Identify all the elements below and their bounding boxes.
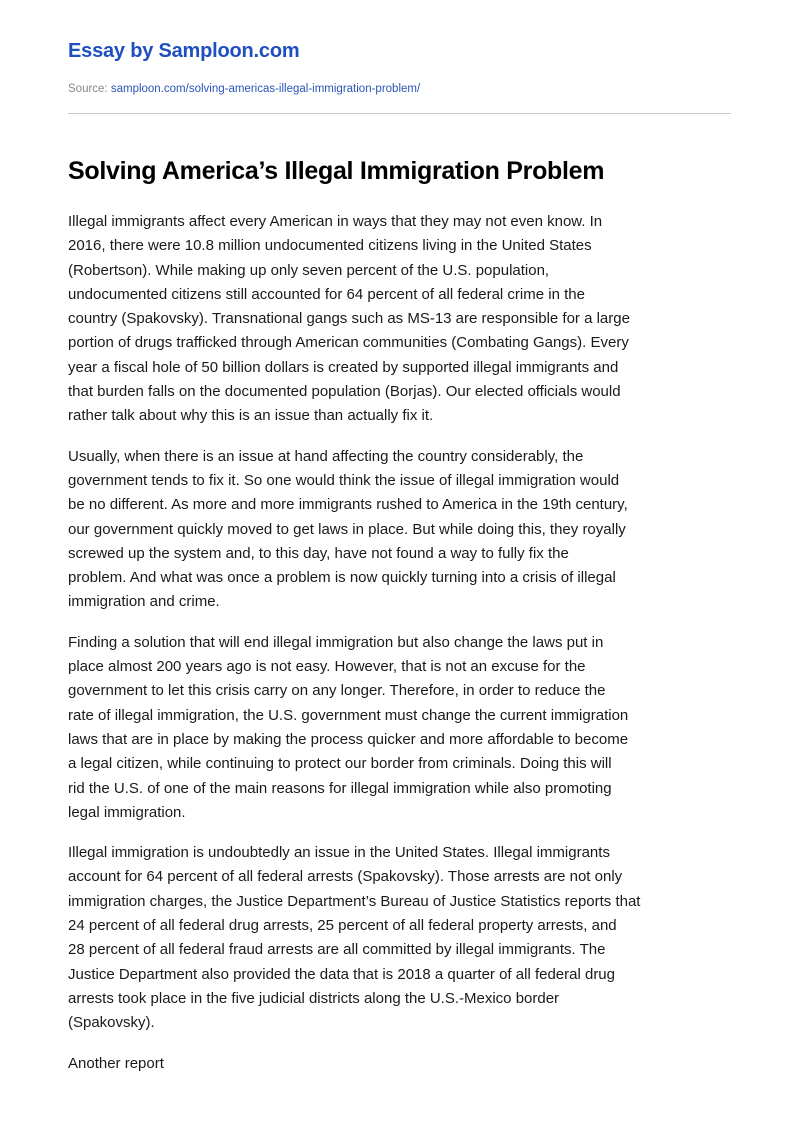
- paragraph-line: Illegal immigrants affect every American in ways that they may not even know. In: [68, 213, 603, 230]
- paragraph-line: government tends to fix it. So one would think the issue of illegal immigration would: [68, 471, 620, 489]
- paragraph-line: screwed up the system and, to this day, have not found a way to fully fix the: [68, 544, 569, 562]
- paragraph-line: be no different. As more and more immigrants rushed to America in the 19th century,: [68, 496, 628, 514]
- paragraph-line: our government quickly moved to get laws in place. But while doing this, they royally: [68, 520, 626, 538]
- essay-paragraph: [68, 210, 738, 429]
- paragraph-line: undocumented citizens still accounted for 64 percent of all federal crime in the: [68, 285, 585, 303]
- paragraph-line: Justice Department also provided the data that is 2018 a quarter of all federal drug: [68, 965, 615, 983]
- paragraph-line: arrests took place in the five judicial districts along the U.S.-Mexico border: [68, 989, 560, 1007]
- source-line: [68, 83, 420, 95]
- paragraph-line: (Robertson). While making up only seven percent of the U.S. population,: [68, 261, 550, 279]
- paragraph-line: year a fiscal hole of 50 billion dollars is created by supported illegal immigrants and: [68, 358, 619, 376]
- paragraph-line: 2016, there were 10.8 million undocumented citizens living in the United States: [68, 237, 592, 255]
- paragraph-line: immigration and crime.: [68, 593, 220, 611]
- paragraph-line: laws that are in place by making the process quicker and more affordable to become: [68, 730, 629, 748]
- header-divider: [68, 113, 731, 114]
- essay-body: [68, 210, 738, 1092]
- paragraph-line: country (Spakovsky). Transnational gangs such as MS-13 are responsible for a large: [68, 310, 630, 328]
- paragraph-line: Another report: [68, 1054, 164, 1072]
- paragraph-line: legal immigration.: [68, 803, 186, 821]
- essay-paragraph: [68, 631, 738, 825]
- source-label: Source:: [68, 83, 108, 95]
- essay-title: Solving America’s Illegal Immigration Problem: [68, 157, 605, 185]
- site-brand: Essay by Samploon.com: [68, 40, 300, 62]
- paragraph-line: government to let this crisis carry on any longer. Therefore, in order to reduce the: [68, 682, 606, 700]
- paragraph-line: Finding a solution that will end illegal immigration but also change the laws put in: [68, 633, 604, 651]
- paragraph-line: that burden falls on the documented population (Borjas). Our elected officials would: [68, 383, 621, 401]
- paragraph-line: problem. And what was once a problem is now quickly turning into a crisis of illegal: [68, 569, 616, 587]
- essay-paragraph: [68, 841, 738, 1035]
- paragraph-line: rather talk about why this is an issue than actually fix it.: [68, 407, 434, 425]
- paragraph-line: 28 percent of all federal fraud arrests are all committed by illegal immigrants. The: [68, 941, 606, 959]
- paragraph-line: account for 64 percent of all federal arrests (Spakovsky). Those arrests are not only: [68, 868, 623, 886]
- essay-paragraph: [68, 1052, 738, 1076]
- paragraph-line: 24 percent of all federal drug arrests, 25 percent of all federal property arrests, and: [68, 917, 617, 935]
- paragraph-line: place almost 200 years ago is not easy. However, that is not an excuse for the: [68, 658, 586, 676]
- paragraph-line: portion of drugs trafficked through American communities (Combating Gangs). Every: [68, 334, 629, 352]
- paragraph-line: Usually, when there is an issue at hand affecting the country considerably, the: [68, 447, 584, 465]
- paragraph-line: Illegal immigration is undoubtedly an issue in the United States. Illegal immigrants: [68, 844, 610, 862]
- paragraph-line: rid the U.S. of one of the main reasons for illegal immigration while also promoting: [68, 779, 612, 797]
- paragraph-line: (Spakovsky).: [68, 1014, 155, 1032]
- essay-paragraph: [68, 445, 738, 615]
- paragraph-line: rate of illegal immigration, the U.S. government must change the current immigration: [68, 706, 629, 724]
- paragraph-line: a legal citizen, while continuing to protect our border from criminals. Doing this will: [68, 755, 612, 773]
- paragraph-line: immigration charges, the Justice Department’s Bureau of Justice Statistics reports that: [68, 892, 641, 910]
- source-link[interactable]: samploon.com/solving-americas-illegal-immigration-problem/: [110, 83, 421, 95]
